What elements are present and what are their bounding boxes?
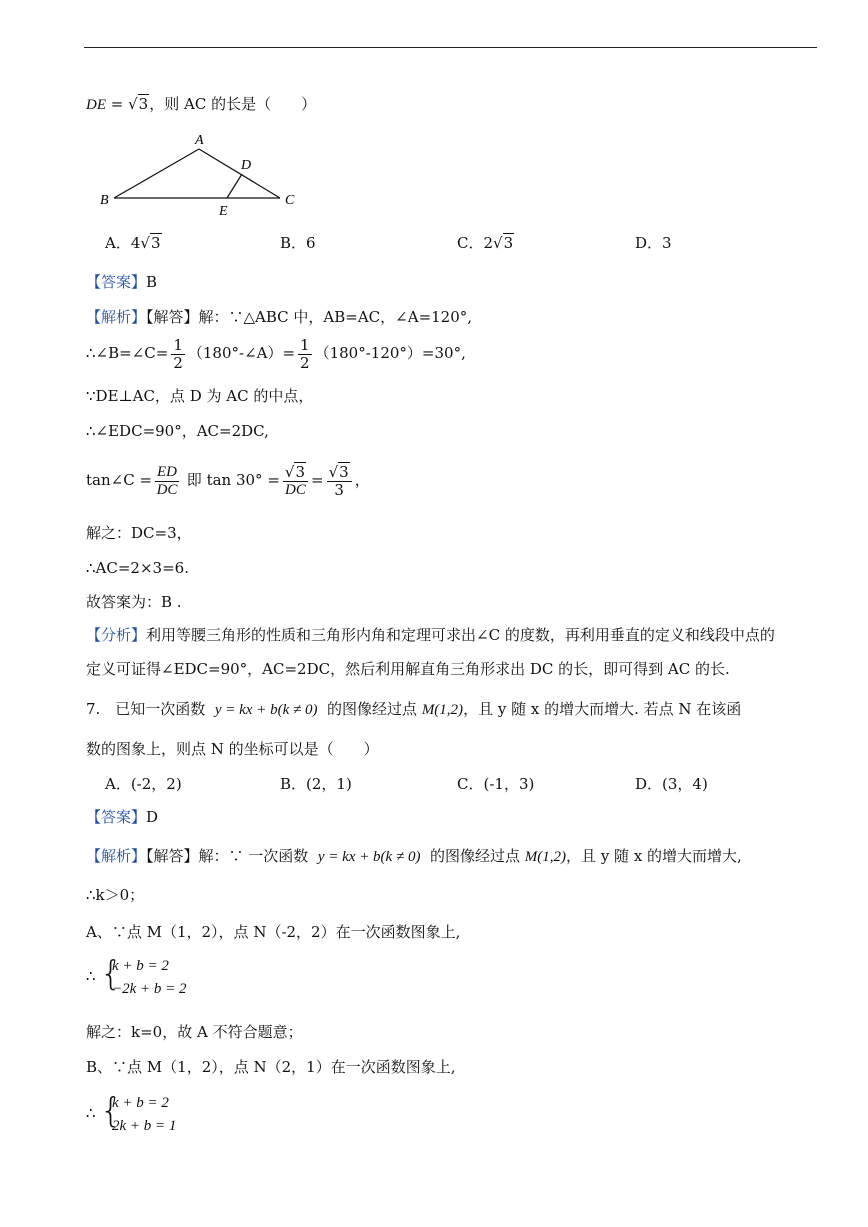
label-e: E (219, 204, 228, 218)
q7-analysis-line2: ∴k＞0； (86, 886, 145, 904)
triangle-figure (96, 126, 306, 218)
label-c: C (285, 193, 295, 208)
label-d: D (241, 158, 252, 173)
expr-radicand: 3 (138, 95, 149, 113)
q7-stem-line1: 7. 已知一次函数 y = kx + b(k ≠ 0) 的图像经过点 M(1,2)，且 y 随 x 的增大而增大. 若点 N 在该函 (86, 700, 742, 718)
q6-analysis-line8: 故答案为：B . (86, 593, 182, 611)
expr-eq: = √ (106, 95, 138, 113)
q7-answer: 【答案】D (86, 808, 159, 826)
q7-option-a: A．(-2，2) (105, 775, 182, 793)
fraction-half: $\frac{1}{2}$ (173, 335, 183, 372)
label-a: A (195, 133, 204, 148)
q7-option-d: D．(3，4) (635, 775, 708, 793)
q6-fenxi-line1: 【分析】利用等腰三角形的性质和三角形内角和定理可求出∠C 的度数，再利用垂直的定义和线段中点的 (86, 626, 775, 644)
expr-de: DE (86, 97, 106, 113)
q7-option-c: C．(-1，3) (457, 775, 535, 793)
point-m: M(1,2) (421, 702, 464, 718)
q6-analysis-line7: ∴AC=2×3=6. (86, 559, 189, 577)
fraction-half: $\frac{1}{2}$ (300, 335, 310, 372)
analysis-tag: 【解析】 (86, 308, 147, 326)
q7-analysis-line4: 解之：k=0，故 A 不符合题意； (86, 1023, 303, 1041)
q6-option-c: C．2√3 (457, 234, 514, 252)
q6-option-d: D．3 (635, 234, 672, 252)
q6-option-a: A．4√3 (105, 234, 161, 252)
q7-analysis-line1: 【解析】【解答】解：∵ 一次函数 y = kx + b(k ≠ 0) 的图像经过点 M(1,2)，且 y 随 x 的增大而增大, (86, 847, 742, 865)
q6-analysis-line6: 解之：DC=3， (86, 524, 192, 542)
equation-system-2: ∴ { k + b = 2 2k + b = 1 (86, 1091, 177, 1134)
q6-analysis-line2: ∴∠B=∠C= $\frac{1}{2}$ （180°-∠A）= $\frac{1}{2}$ （180°-120°）=30°, (86, 335, 466, 372)
q7-option-b: B．(2，1) (280, 775, 352, 793)
q6-analysis-line1: 【解析】【解答】解：∵△ABC 中，AB=AC，∠A=120°, (86, 308, 473, 326)
label-b: B (100, 193, 109, 208)
q7-stem-line2: 数的图象上，则点 N 的坐标可以是（ ） (86, 740, 379, 758)
answer-tag: 【答案】 (86, 273, 147, 291)
q6-answer: 【答案】B (86, 273, 158, 291)
stem-tail: ，则 AC 的长是（ ） (149, 95, 317, 113)
function-expr: y = kx + b(k ≠ 0) (214, 702, 318, 718)
q6-fenxi-line2: 定义可证得∠EDC=90°，AC=2DC，然后利用解直角三角形求出 DC 的长，即可得到 AC 的长. (86, 660, 730, 678)
header-rule (84, 47, 817, 48)
q6-option-b: B．6 (280, 234, 316, 252)
q6-analysis-tan: tan∠C = $\frac{ED}{DC}$ 即 tan 30° = $\frac{√3}{DC}$ = $\frac{√3}{3}$ ， (86, 462, 370, 499)
q7-analysis-line5: B、∵点 M（1，2），点 N（2，1）在一次函数图象上, (86, 1058, 456, 1076)
q7-analysis-line3: A、∵点 M（1，2），点 N（-2，2）在一次函数图象上, (86, 923, 461, 941)
q6-analysis-line4: ∴∠EDC=90°，AC=2DC, (86, 422, 269, 440)
q6-stem (86, 93, 316, 116)
fenxi-tag: 【分析】 (86, 626, 147, 644)
q6-analysis-line3: ∵DE⊥AC，点 D 为 AC 的中点， (86, 387, 314, 405)
equation-system-1: ∴ { k + b = 2 −2k + b = 2 (86, 954, 187, 997)
